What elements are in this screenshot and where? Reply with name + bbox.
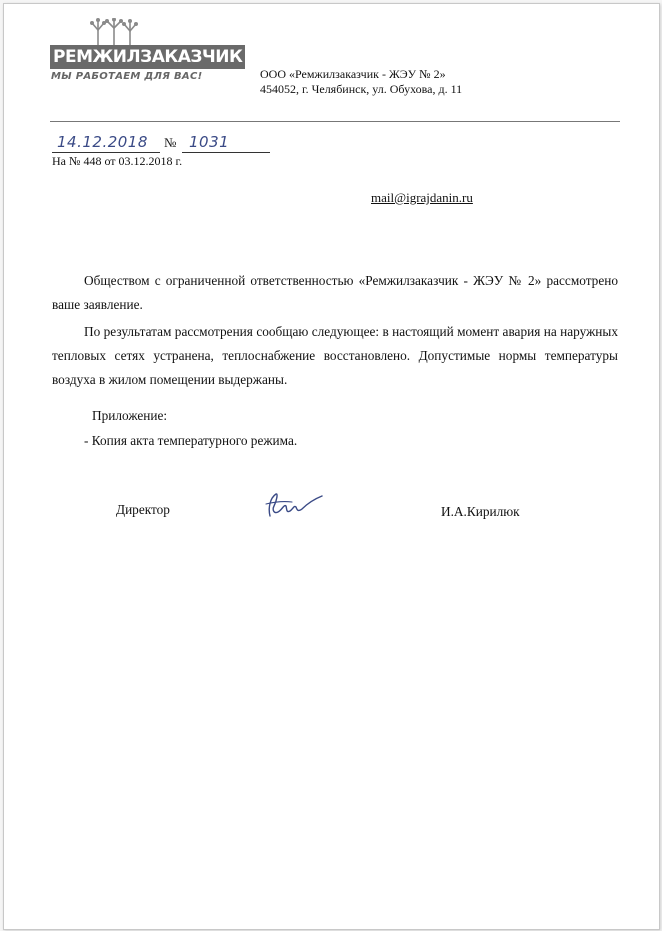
body-paragraph-2: По результатам рассмотрения сообщаю следующее: в настоящий момент авария на наружных тепловых сетях устранена, теплоснабжение восстановлено. Допустимые нормы температуры воздуха в жилом помещении выдержаны. (52, 324, 618, 387)
signer-name: И.А.Кирилюк (441, 504, 520, 519)
handwritten-signature-icon (262, 490, 334, 522)
recipient-email-link[interactable]: mail@igrajdanin.ru (371, 190, 473, 205)
date-line (52, 152, 160, 153)
organization-name: ООО «Ремжилзаказчик - ЖЭУ № 2» (260, 67, 446, 81)
company-logo (50, 18, 243, 84)
logo-wordmark: РЕМЖИЛЗАКАЗЧИК (50, 45, 245, 69)
organization-block (260, 67, 462, 97)
attachment-title: Приложение: (92, 408, 168, 423)
outgoing-number: 1031 (189, 133, 230, 151)
attachment-item: - Копия акта температурного режима. (84, 433, 298, 448)
letter-page (3, 3, 660, 930)
number-sign: № (164, 135, 177, 150)
body-paragraph-1: Обществом с ограниченной ответственностью «Ремжилзаказчик - ЖЭУ № 2» рассмотрено ваше заявление. (52, 273, 618, 312)
plant-emblem-icon (84, 18, 144, 46)
header-divider (50, 121, 620, 122)
logo-slogan: МЫ РАБОТАЕМ ДЛЯ ВАС! (51, 71, 203, 82)
organization-address: 454052, г. Челябинск, ул. Обухова, д. 11 (260, 82, 463, 96)
signer-role: Директор (116, 502, 170, 517)
number-line (182, 152, 270, 153)
outgoing-date: 14.12.2018 (57, 133, 148, 151)
incoming-reference: На № 448 от 03.12.2018 г. (52, 154, 183, 168)
